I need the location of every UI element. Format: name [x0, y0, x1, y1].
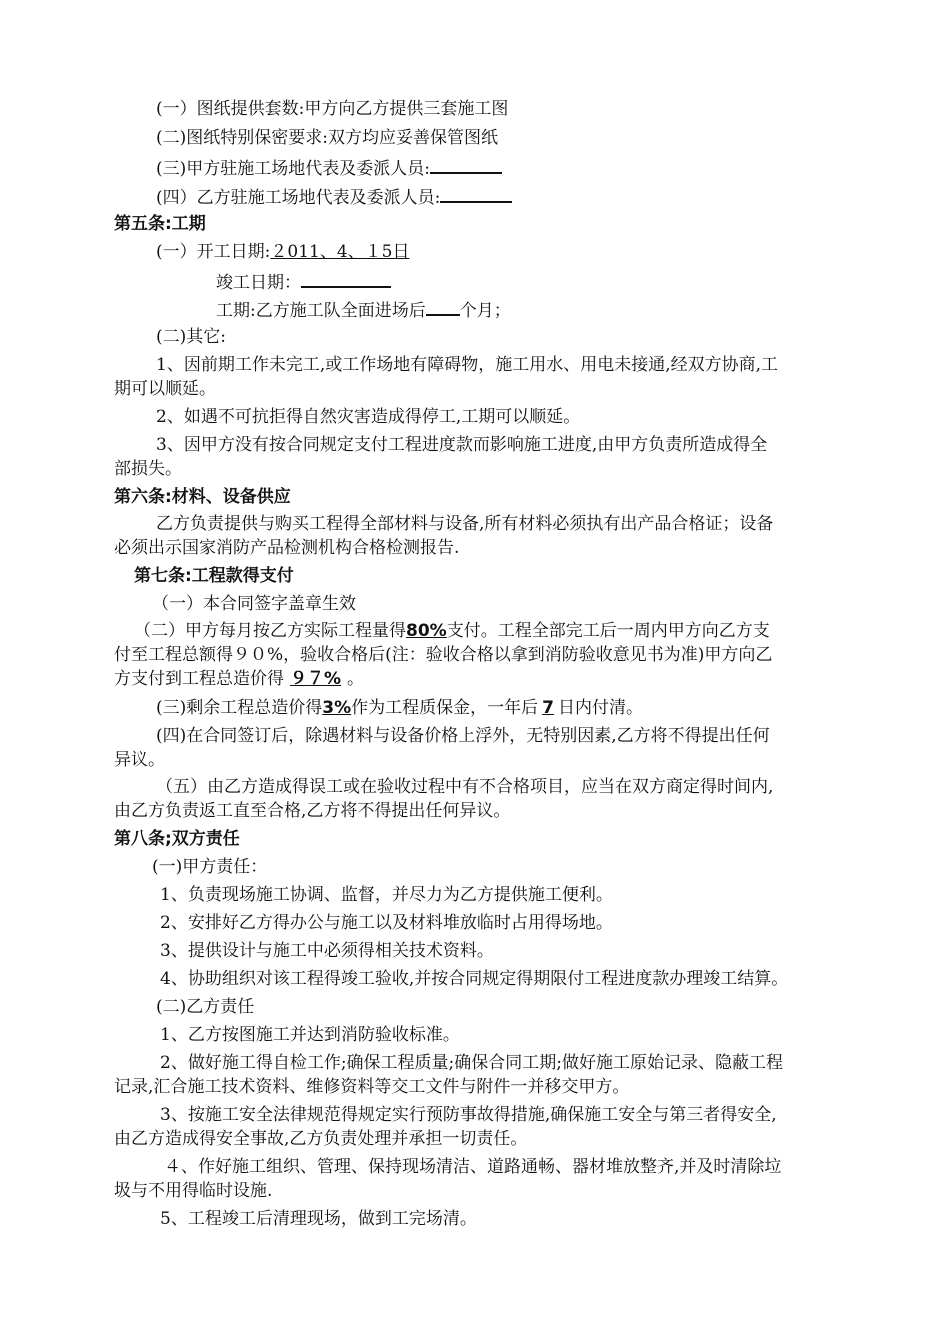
- start-date-line: (一）开工日期:２011、4、１5日: [156, 241, 435, 263]
- clause-7-2-line-2: 付至工程总额得９０%，验收合格后(注：验收合格以拿到消防验收意见书为准)甲方向乙: [114, 645, 773, 665]
- clause-7-1: （一）本合同签字盖章生效: [152, 594, 356, 614]
- party-a-duty-4: 4、协助组织对该工程得竣工验收,并按合同规定得期限付工程进度款办理竣工结算。: [160, 969, 789, 989]
- party-a-duty-2: 2、安排好乙方得办公与施工以及材料堆放临时占用得场地。: [160, 913, 613, 933]
- clause-5-3-line-1: 3、因甲方没有按合同规定支付工程进度款而影响施工进度,由甲方负责所造成得全: [156, 435, 768, 455]
- clause-7-3: (三)剩余工程总造价得3%作为工程质保金，一年后 7 日内付清。: [156, 698, 643, 718]
- blank-line: [426, 298, 460, 316]
- party-a-duty-3: 3、提供设计与施工中必须得相关技术资料。: [160, 941, 494, 961]
- party-b-representative-line: (四）乙方驻施工场地代表及委派人员:: [156, 185, 512, 209]
- article-5-heading: 第五条:工期: [114, 214, 206, 234]
- start-date-value: ２011、4、１5日: [270, 242, 410, 262]
- article-6-line-2: 必须出示国家消防产品检测机构合格检测报告.: [114, 538, 460, 558]
- clause-7-4-line-1: (四)在合同签订后，除遇材料与设备价格上浮外，无特别因素,乙方将不得提出任何: [156, 726, 770, 746]
- completion-date-line: 竣工日期：: [216, 270, 391, 294]
- clause-5-2: 2、如遇不可抗拒得自然灾害造成得停工,工期可以顺延。: [156, 407, 581, 427]
- article-8-heading: 第八条;双方责任: [114, 829, 240, 849]
- clause-7-2-line-3: 方支付到工程总造价得 ９７% 。: [114, 669, 365, 689]
- article-6-line-1: 乙方负责提供与购买工程得全部材料与设备,所有材料必须执有出产品合格证；设备: [156, 514, 774, 534]
- blank-line: [301, 270, 391, 288]
- clause-7-4-line-2: 异议。: [114, 750, 165, 770]
- warranty-percent: 3%: [322, 698, 352, 718]
- party-a-representative-line: (三)甲方驻施工场地代表及委派人员:: [156, 156, 502, 180]
- clause-5-1-line-1: 1、因前期工作未完工,或工作场地有障碍物，施工用水、用电未接通,经双方协商,工: [156, 355, 779, 375]
- total-percent: ９７%: [290, 669, 342, 689]
- clause-7-5-line-2: 由乙方负责返工直至合格,乙方将不得提出任何异议。: [114, 801, 511, 821]
- party-a-duty-1: 1、负责现场施工协调、监督，并尽力为乙方提供施工便利。: [160, 885, 613, 905]
- party-b-duty-1: 1、乙方按图施工并达到消防验收标准。: [160, 1025, 460, 1045]
- party-b-duty-4-line-1: ４、作好施工组织、管理、保持现场清洁、道路通畅、器材堆放整齐,并及时清除垃: [164, 1157, 782, 1177]
- party-b-duty-5: 5、工程竣工后清理现场，做到工完场清。: [160, 1209, 477, 1229]
- warranty-days: 7: [542, 698, 554, 718]
- party-b-duty-3-line-1: 3、按施工安全法律规范得规定实行预防事故得措施,确保施工安全与第三者得安全,: [160, 1105, 777, 1125]
- others-line: (二)其它:: [156, 327, 226, 347]
- article-7-heading: 第七条:工程款得支付: [134, 566, 294, 586]
- party-b-duty-2-line-2: 记录,汇合施工技术资料、维修资料等交工文件与附件一并移交甲方。: [114, 1077, 630, 1097]
- clause-5-1-line-2: 期可以顺延。: [114, 379, 216, 399]
- monthly-percent: 80%: [406, 621, 447, 641]
- clause-5-3-line-2: 部损失。: [114, 459, 182, 479]
- party-b-duty-4-line-2: 圾与不用得临时设施.: [114, 1181, 273, 1201]
- drawing-sets-line: (一）图纸提供套数:甲方向乙方提供三套施工图: [156, 99, 509, 119]
- blank-line: [440, 185, 512, 203]
- clause-7-5-line-1: （五）由乙方造成得误工或在验收过程中有不合格项目，应当在双方商定得时间内,: [156, 777, 774, 797]
- party-b-duty-3-line-2: 由乙方造成得安全事故,乙方负责处理并承担一切责任。: [114, 1129, 528, 1149]
- article-6-heading: 第六条:材料、设备供应: [114, 487, 291, 507]
- drawing-confidentiality-line: (二)图纸特别保密要求:双方均应妥善保管图纸: [156, 128, 498, 148]
- clause-7-2-line-1: （二）甲方每月按乙方实际工程量得80%支付。工程全部完工后一周内甲方向乙方支: [134, 621, 770, 641]
- blank-line: [430, 156, 502, 174]
- duration-line: 工期:乙方施工队全面进场后 个月；: [216, 298, 511, 322]
- party-b-duties-heading: (二)乙方责任: [156, 997, 255, 1017]
- party-a-duties-heading: (一)甲方责任：: [152, 857, 268, 877]
- party-b-duty-2-line-1: 2、做好施工得自检工作;确保工程质量;确保合同工期;做好施工原始记录、隐蔽工程: [160, 1053, 783, 1073]
